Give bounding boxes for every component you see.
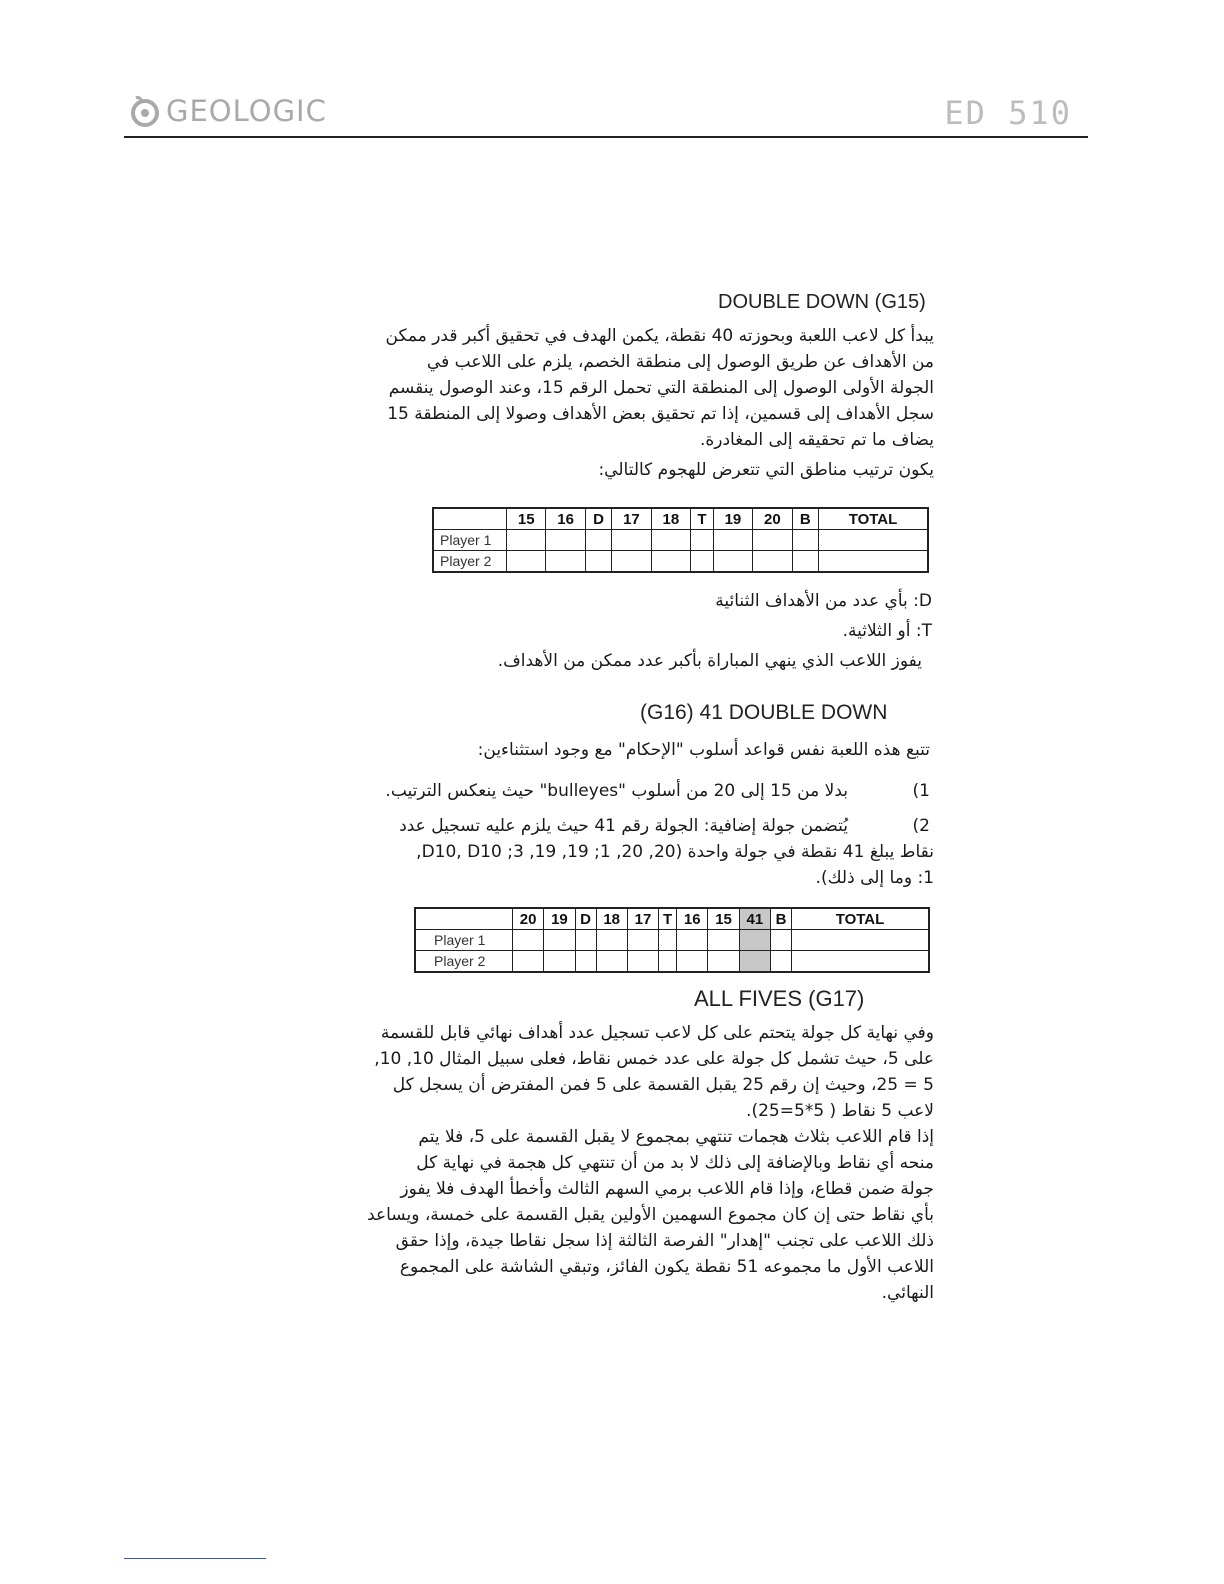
table-header-cell: D	[585, 508, 611, 530]
g17-description	[314, 1020, 934, 1306]
g16-rule2-number: 2)	[912, 816, 930, 836]
g16-rule2	[314, 813, 934, 891]
table-header-row	[415, 908, 929, 930]
table-header-cell: 20	[753, 508, 792, 530]
table-header-cell: 15	[708, 908, 739, 930]
g16-rule1: بدلا من 15 إلى 20 من أسلوب "bulleyes" حيث ينعكس الترتيب.	[385, 781, 848, 801]
g16-rule2-line: يُتضمن جولة إضافية: الجولة رقم 41 حيث يلزم عليه تسجيل عدد	[399, 816, 848, 836]
table-header-cell: 20	[513, 908, 544, 930]
g17-line: منحه أي نقاط وبالإضافة إلى ذلك لا بد من أن تنتهي كل هجمة في نهاية كل	[416, 1153, 934, 1173]
table-header-cell: 18	[596, 908, 627, 930]
table-row	[415, 930, 929, 951]
g17-line: على 5، حيث تشمل كل جولة على عدد خمس نقاط، فعلى سبيل المثال 10, 10,	[374, 1049, 934, 1069]
table-header-cell: D	[575, 908, 596, 930]
table-header-cell: B	[792, 508, 818, 530]
player-label: Player 1	[433, 530, 507, 551]
g15-line: من الأهداف عن طريق الوصول إلى منطقة الخصم، يلزم على اللاعب في	[426, 352, 934, 372]
g15-note-d: D: بأي عدد من الأهداف الثنائية	[715, 591, 932, 611]
table-header-cell: 16	[677, 908, 708, 930]
table-header-cell: B	[771, 908, 792, 930]
g15-description	[334, 323, 934, 483]
table-header-row	[433, 508, 928, 530]
page-header	[124, 90, 1088, 138]
g16-intro: تتبع هذه اللعبة نفس قواعد أسلوب "الإحكام" مع وجود استثناءين:	[477, 740, 930, 760]
table-header-cell-shaded: 41	[739, 908, 770, 930]
footnote-divider	[124, 1558, 266, 1559]
table-row	[433, 551, 928, 573]
table-header-cell: 15	[507, 508, 546, 530]
player-label: Player 1	[415, 930, 513, 951]
g17-line: اللاعب الأول ما مجموعه 51 نقطة يكون الفائز، وتبقي الشاشة على المجموع	[399, 1257, 934, 1277]
g16-title: (G16) 41 DOUBLE DOWN	[640, 701, 888, 724]
table-header-cell: 19	[544, 908, 575, 930]
g17-line: النهائي.	[881, 1283, 934, 1303]
player-label: Player 2	[433, 551, 507, 573]
g16-rule2-line: نقاط يبلغ 41 نقطة في جولة واحدة (20, 20, 1; 19, 19, 3; D10, D10,	[416, 842, 934, 862]
table-header-cell: T	[691, 508, 714, 530]
g17-line: ذلك اللاعب على تجنب "إهدار" الفرصة الثالثة إذا سجل نقاطا جيدة، وإذا حقق	[395, 1231, 934, 1251]
brand-name: GEOLOGIC	[166, 94, 327, 128]
geologic-swirl-icon	[128, 94, 162, 128]
g15-note-t: T: أو الثلاثية.	[842, 621, 932, 641]
g17-line: بأي نقاط حتى إن كان مجموع السهمين الأولين يقبل القسمة على خمسة، ويساعد	[367, 1205, 934, 1225]
model-number: ED 510	[944, 94, 1072, 132]
table-header-cell	[433, 508, 507, 530]
g17-line: جولة ضمن قطاع، وإذا قام اللاعب برمي السهم الثالث وأخطأ الهدف فلا يفوز	[400, 1179, 934, 1199]
header-divider	[124, 136, 1088, 138]
table-header-cell: 16	[546, 508, 585, 530]
g15-line: الجولة الأولى الوصول إلى المنطقة التي تحمل الرقم 15، وعند الوصول ينقسم	[388, 378, 934, 398]
g17-line: لاعب 5 نقاط ( 5*5=25).	[746, 1101, 934, 1121]
table-header-cell: TOTAL	[819, 508, 929, 530]
table-header-cell: 18	[651, 508, 690, 530]
g15-winner: يفوز اللاعب الذي ينهي المباراة بأكبر عدد ممكن من الأهداف.	[497, 651, 922, 671]
g15-title: DOUBLE DOWN (G15)	[718, 291, 926, 313]
table-row	[415, 951, 929, 973]
g17-line: 5 = 25، وحيث إن رقم 25 يقبل القسمة على 5 فمن المفترض أن يسجل كل	[392, 1075, 934, 1095]
table-header-cell: 17	[612, 508, 651, 530]
g16-rule2-line: 1: وما إلى ذلك).	[815, 868, 934, 888]
table-header-cell: 17	[627, 908, 658, 930]
table-header-cell	[415, 908, 513, 930]
brand-logo	[128, 94, 327, 128]
g15-notes	[497, 588, 932, 674]
player-label: Player 2	[415, 951, 513, 973]
g16-rule1-number: 1)	[912, 781, 930, 801]
g17-line: وفي نهاية كل جولة يتحتم على كل لاعب تسجيل عدد أهداف نهائي قابل للقسمة	[380, 1023, 934, 1043]
g15-line: سجل الأهداف إلى قسمين، إذا تم تحقيق بعض الأهداف وصولا إلى المنطقة 15	[387, 404, 934, 424]
table-header-cell: 19	[713, 508, 752, 530]
g15-order-line: يكون ترتيب مناطق التي تتعرض للهجوم كالتالي:	[598, 460, 934, 480]
g15-line: يبدأ كل لاعب اللعبة وبحوزته 40 نقطة، يكمن الهدف في تحقيق أكبر قدر ممكن	[385, 326, 934, 346]
g15-score-table	[432, 507, 929, 573]
g17-title: ALL FIVES (G17)	[694, 986, 865, 1011]
table-row	[433, 530, 928, 551]
table-header-cell: T	[659, 908, 677, 930]
g16-score-table	[414, 907, 930, 973]
g17-line: إذا قام اللاعب بثلاث هجمات تنتهي بمجموع لا يقبل القسمة على 5، فلا يتم	[418, 1127, 934, 1147]
g15-line: يضاف ما تم تحقيقه إلى المغادرة.	[699, 430, 934, 450]
table-header-cell: TOTAL	[792, 908, 930, 930]
